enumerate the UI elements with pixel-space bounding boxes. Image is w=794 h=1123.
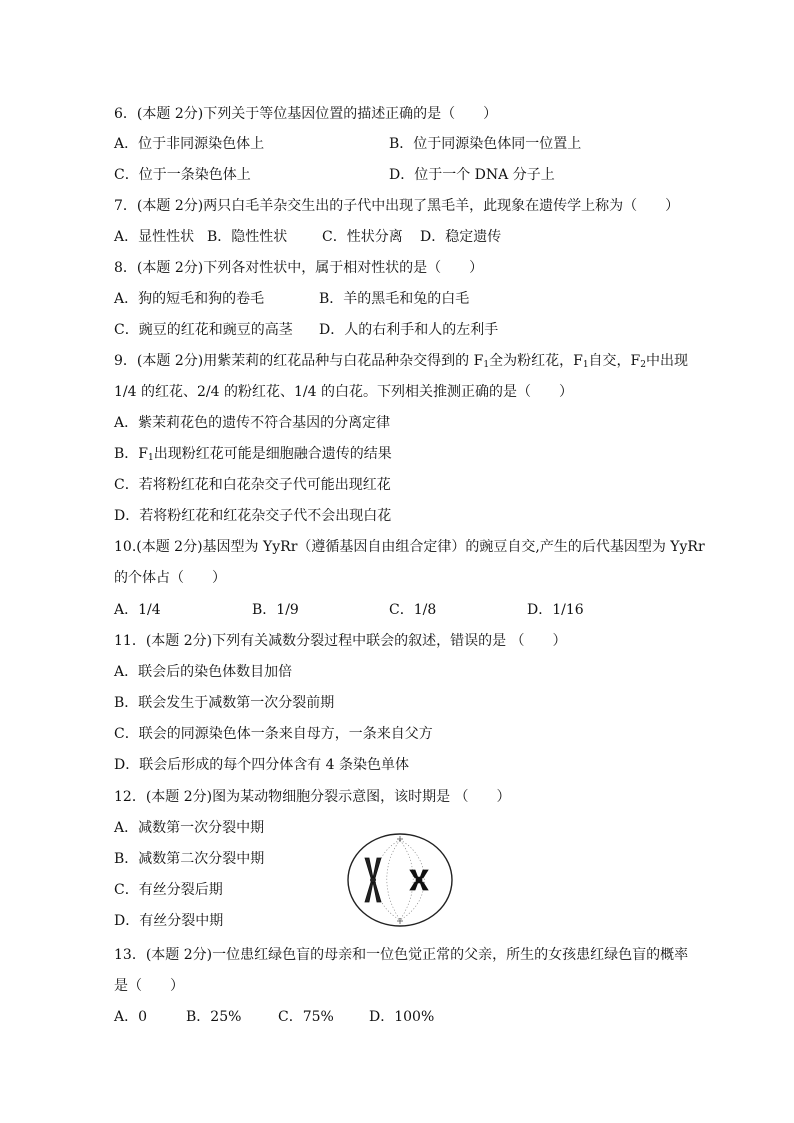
q6-stem: 6．(本题 2分)下列关于等位基因位置的描述正确的是（ ） — [114, 106, 498, 122]
q9-option-b[interactable]: B．$F_1$出现粉红花可能是细胞融合遗传的结果 — [114, 446, 392, 463]
q13-option-d[interactable]: D．100% — [369, 1009, 435, 1025]
q10-stem-line2: 的个体占（ ） — [114, 570, 226, 586]
q13-option-c[interactable]: C．75% — [278, 1009, 334, 1025]
q8-option-a[interactable]: A．狗的短毛和狗的卷毛 — [114, 291, 265, 307]
q12-stem: 12．(本题 2分)图为某动物细胞分裂示意图，该时期是 （ ） — [114, 789, 511, 805]
q10-option-a[interactable]: A．1/4 — [114, 602, 161, 618]
q7-option-a[interactable]: A．显性性状 — [114, 229, 195, 245]
cell-membrane — [348, 834, 452, 926]
q10-option-d[interactable]: D．1/16 — [527, 602, 584, 618]
q12-option-c[interactable]: C．有丝分裂后期 — [114, 882, 223, 898]
q6-option-b[interactable]: B．位于同源染色体同一位置上 — [389, 136, 582, 152]
q13-option-b[interactable]: B．25% — [186, 1009, 242, 1025]
q6-option-c[interactable]: C．位于一条染色体上 — [114, 167, 251, 183]
q7-option-c[interactable]: C．性状分离 — [322, 229, 403, 245]
q12-option-b[interactable]: B．减数第二次分裂中期 — [114, 851, 265, 867]
chromosome-right — [410, 870, 428, 890]
q13-stem-line2: 是（ ） — [114, 978, 184, 994]
q8-option-b[interactable]: B．羊的黑毛和兔的白毛 — [319, 291, 470, 307]
q7-stem: 7．(本题 2分)两只白毛羊杂交生出的子代中出现了黑毛羊，此现象在遗传学上称为（ ） — [114, 198, 680, 214]
q9-option-c[interactable]: C．若将粉红花和白花杂交子代可能出现红花 — [114, 477, 391, 493]
q7-option-d[interactable]: D．稳定遗传 — [420, 229, 502, 245]
q11-stem: 11．(本题 2分)下列有关减数分裂过程中联会的叙述，错误的是 （ ） — [114, 633, 567, 649]
q12-option-d[interactable]: D．有丝分裂中期 — [114, 913, 224, 929]
q6-option-d[interactable]: D．位于一个 DNA 分子上 — [389, 167, 555, 183]
q8-stem: 8．(本题 2分)下列各对性状中，属于相对性状的是（ ） — [114, 260, 484, 276]
q10-stem: 10.(本题 2分)基因型为 YyRr（遵循基因自由组合定律）的豌豆自交,产生的后代基因型为 YyRr — [114, 539, 705, 555]
q9-stem-line2: 1/4 的红花、2/4 的粉红花、1/4 的白花。下列相关推测正确的是（ ） — [114, 384, 573, 400]
q9-option-d[interactable]: D．若将粉红花和红花杂交子代不会出现白花 — [114, 508, 392, 524]
q9-stem: 9．(本题 2分)用紫茉莉的红花品种与白花品种杂交得到的 $F_1$全为粉红花，$F_1$自交，$F_2$中出现 — [114, 353, 688, 370]
q11-option-b[interactable]: B．联会发生于减数第一次分裂前期 — [114, 695, 335, 711]
spindle-pole-top — [397, 836, 403, 842]
q8-option-c[interactable]: C．豌豆的红花和豌豆的高茎 — [114, 322, 293, 338]
q11-option-d[interactable]: D．联会后形成的每个四分体含有 4 条染色单体 — [114, 757, 410, 773]
cell-division-diagram — [345, 830, 455, 930]
q11-option-c[interactable]: C．联会的同源染色体一条来自母方，一条来自父方 — [114, 726, 433, 742]
q11-option-a[interactable]: A．联会后的染色体数目加倍 — [114, 664, 293, 680]
q12-option-a[interactable]: A．减数第一次分裂中期 — [114, 820, 265, 836]
q9-option-a[interactable]: A．紫茉莉花色的遗传不符合基因的分离定律 — [114, 415, 391, 431]
q8-option-d[interactable]: D．人的右利手和人的左利手 — [319, 322, 499, 338]
q13-option-a[interactable]: A．0 — [114, 1009, 148, 1025]
q7-option-b[interactable]: B．隐性性状 — [207, 229, 288, 245]
q10-option-b[interactable]: B．1/9 — [252, 602, 299, 618]
q6-option-a[interactable]: A．位于非同源染色体上 — [114, 136, 265, 152]
q10-option-c[interactable]: C．1/8 — [389, 602, 437, 618]
chromosome-left — [365, 858, 381, 902]
q13-stem: 13．(本题 2分)一位患红绿色盲的母亲和一位色觉正常的父亲，所生的女孩患红绿色盲的概率 — [114, 947, 689, 963]
